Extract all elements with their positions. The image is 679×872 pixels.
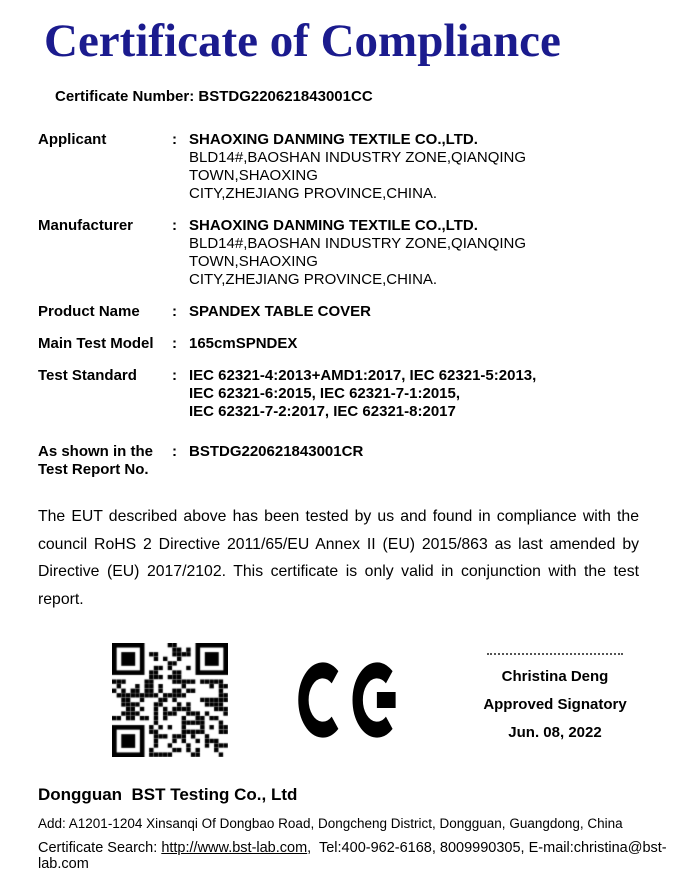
certificate-number bbox=[55, 88, 679, 105]
field-value bbox=[189, 131, 645, 203]
field-row bbox=[38, 131, 679, 203]
compliance-statement: The EUT described above has been tested by us and found in compliance with the council RoHS 2 Directive 2011/65/EU Annex II (EU) 2015/863 as last amended by Directive (EU) 2017/2102. This certificate is only valid in conjunction with the test report. bbox=[38, 508, 639, 608]
ce-mark-svg bbox=[298, 662, 404, 738]
certificate-number-label: Certificate Number: bbox=[55, 88, 199, 105]
field-value bbox=[189, 303, 645, 321]
field-colon: : bbox=[172, 131, 177, 148]
signatory-name: Christina Deng bbox=[501, 668, 609, 685]
issuer-company-name: Dongguan BST Testing Co., Ltd bbox=[38, 785, 298, 804]
field-value-line: SHAOXING DANMING TEXTILE CO.,LTD. bbox=[189, 131, 478, 148]
ce-mark-icon bbox=[298, 662, 404, 738]
qr-code-image bbox=[112, 643, 228, 757]
qr-code bbox=[112, 643, 228, 757]
signature-block bbox=[469, 653, 641, 747]
field-value-line: 165cmSPNDEX bbox=[189, 335, 298, 352]
signature-date: Jun. 08, 2022 bbox=[508, 724, 602, 741]
field-label-line: Product Name bbox=[38, 303, 140, 320]
field-value-line: CITY,ZHEJIANG PROVINCE,CHINA. bbox=[189, 185, 438, 202]
field-value-line: SHAOXING DANMING TEXTILE CO.,LTD. bbox=[189, 217, 478, 234]
field-label bbox=[38, 335, 172, 353]
field-value-line: IEC 62321-7-2:2017, IEC 62321-8:2017 bbox=[189, 403, 456, 420]
field-value-line: CITY,ZHEJIANG PROVINCE,CHINA. bbox=[189, 271, 438, 288]
field-label-line: Test Report No. bbox=[38, 461, 149, 478]
field-label bbox=[38, 367, 172, 385]
field-value-line: IEC 62321-4:2013+AMD1:2017, IEC 62321-5:2013, bbox=[189, 367, 537, 384]
logos-row bbox=[0, 641, 679, 759]
certificate-search-line bbox=[38, 840, 679, 872]
field-value-line: SPANDEX TABLE COVER bbox=[189, 303, 371, 320]
field-label-line: Applicant bbox=[38, 131, 107, 148]
field-label bbox=[38, 131, 172, 149]
field-label-line: Main Test Model bbox=[38, 335, 154, 352]
field-colon: : bbox=[172, 303, 177, 320]
field-colon: : bbox=[172, 367, 177, 384]
certificate-number-value: BSTDG220621843001CC bbox=[198, 88, 373, 105]
field-value-line: BLD14#,BAOSHAN INDUSTRY ZONE,QIANQING TOWN,SHAOXING bbox=[189, 149, 527, 184]
certificate-search-link[interactable]: http://www.bst-lab.com bbox=[161, 840, 308, 856]
field-colon: : bbox=[172, 335, 177, 352]
field-value bbox=[189, 217, 645, 289]
issuer-address: Add: A1201-1204 Xinsanqi Of Dongbao Road, Dongcheng District, Dongguan, Guangdong, China bbox=[38, 816, 623, 831]
certificate-search-label: Certificate Search: bbox=[38, 840, 162, 856]
field-row bbox=[38, 443, 679, 479]
field-label-line: Manufacturer bbox=[38, 217, 134, 234]
field-colon: : bbox=[172, 443, 177, 460]
field-row bbox=[38, 335, 679, 353]
field-row bbox=[38, 303, 679, 321]
field-label-line: As shown in the bbox=[38, 443, 154, 460]
footer bbox=[38, 785, 679, 872]
field-label bbox=[38, 303, 172, 321]
field-row bbox=[38, 367, 679, 421]
field-label bbox=[38, 217, 172, 235]
certificate-title: Certificate of Compliance bbox=[44, 15, 561, 67]
signature-dotted-line bbox=[487, 653, 623, 655]
field-value bbox=[189, 335, 645, 353]
certificate-page bbox=[0, 14, 679, 872]
field-value-line: BLD14#,BAOSHAN INDUSTRY ZONE,QIANQING TOWN,SHAOXING bbox=[189, 235, 527, 270]
field-colon: : bbox=[172, 217, 177, 234]
contact-info-text: , Tel:400-962-6168, 8009990305, E-mail:christina@bst-lab.com bbox=[38, 840, 667, 872]
field-value-line: BSTDG220621843001CR bbox=[189, 443, 364, 460]
field-value bbox=[189, 367, 645, 421]
certificate-fields bbox=[38, 131, 679, 479]
field-value-line: IEC 62321-6:2015, IEC 62321-7-1:2015, bbox=[189, 385, 461, 402]
field-label bbox=[38, 443, 172, 479]
field-row bbox=[38, 217, 679, 289]
field-value bbox=[189, 443, 645, 461]
field-label-line: Test Standard bbox=[38, 367, 137, 384]
signatory-role: Approved Signatory bbox=[483, 696, 627, 713]
